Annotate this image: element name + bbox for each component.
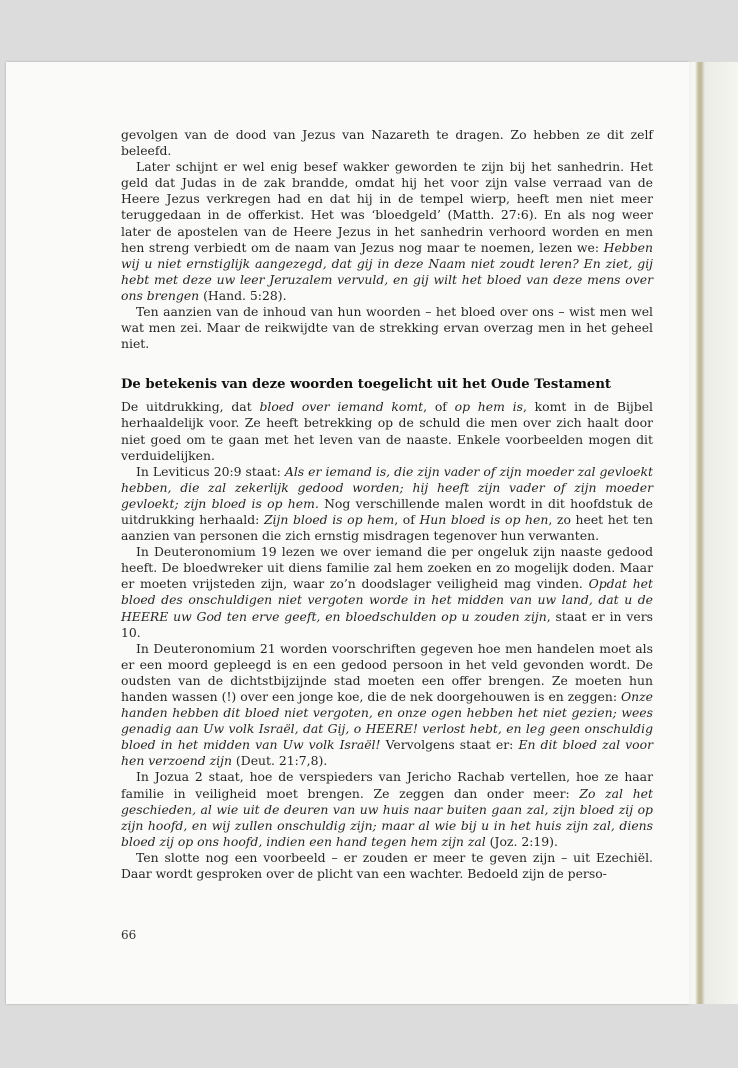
quote-span: Hebben wij u niet ernstiglijk aangezegd, dat gij in deze Naam niet zoudt leren? En ziet, gij hebt met deze uw leer Jeruzalem vervuld, en gij wilt het bloed van deze mens over ons brengen [121, 239, 653, 303]
text-span: In Deuteronomium 21 worden voorschriften gegeven hoe men handelen moet als er een moord gepleegd is en een gedood persoon in het veld gevonden wordt. De oudsten van de dichtstbijzijnde stad moeten een offer brengen. Ze moeten hun handen wassen (!) over een jonge koe, die de nek doorgehouwen is en zeggen: [121, 640, 653, 704]
text-span: Vervolgens staat er: [380, 737, 519, 753]
paragraph [121, 464, 653, 544]
paragraph [121, 850, 653, 882]
text-span: Ten aanzien van de inhoud van hun woorden – het bloed over ons – wist men wel wat men zei. Maar de reikwijdte van de strekking ervan overzag men in het geheel niet. [121, 304, 653, 352]
text-span: In Deuteronomium 19 lezen we over iemand die per ongeluk zijn naaste gedood heeft. De bloedwreker uit diens familie zal hem zoeken en zo mogelijk doden. Maar er moeten vrijsteden zijn, waar zo’n doodslager veiligheid mag vinden. [121, 544, 653, 592]
quote-span: Hun bloed is op hen [419, 511, 549, 527]
text-span: In Leviticus 20:9 staat: [136, 463, 285, 479]
text-span: , komt in de Bijbel herhaaldelijk voor. Ze heeft betrekking op de schuld die men over zich haalt door niet goed om te gaan met het leven van de naaste. Enkele voorbeelden mogen dit verduidelijken. [121, 399, 653, 463]
quote-span: op hem is [454, 399, 523, 415]
quote-span: Opdat het bloed des onschuldigen niet vergoten worde in het midden van uw land, dat u de HEERE uw God ten erve geeft, en bloedschulden op u zouden zijn [121, 576, 653, 624]
text-span: Ten slotte nog een voorbeeld – er zouden er meer te geven zijn – uit Ezechiël. Daar wordt gesproken over de plicht van een wachter. Bedoeld zijn de perso- [121, 849, 653, 882]
body-text [121, 127, 653, 882]
text-span: gevolgen van de dood van Jezus van Nazareth te dragen. Zo hebben ze dit zelf beleefd. [121, 127, 653, 159]
quote-span: Zijn bloed is op hem [263, 511, 395, 527]
text-span: , of [394, 511, 420, 527]
text-span: , staat er in vers 10. [121, 608, 653, 640]
quote-span: Als er iemand is, die zijn vader of zijn moeder zal gevloekt hebben, die zal zekerlijk gedood worden; hij heeft zijn vader of zijn moeder gevloekt; zijn bloed is op hem. [121, 463, 654, 511]
paragraph [121, 641, 653, 770]
text-span: (Hand. 5:28). [199, 287, 287, 303]
section-heading: De betekenis van deze woorden toegelicht uit het Oude Testament [121, 377, 612, 393]
paragraph [121, 127, 653, 159]
paragraph [121, 769, 653, 849]
text-span: Nog verschillende malen wordt in dit hoofdstuk de uitdrukking herhaald: [121, 495, 653, 527]
paragraph [121, 544, 653, 641]
paragraph [121, 399, 653, 463]
text-span: Later schijnt er wel enig besef wakker geworden te zijn bij het sanhedrin. Het geld dat Judas in de zak brandde, omdat hij het voor zijn valse verraad van de Heere Jezus verkregen had en dat hij in de tempel wierp, heeft men niet meer teruggedaan in de offerkist. Het was ‘bloedgeld’ (Matth. 27:6). En als nog weer later de apostelen van de Heere Jezus in het sanhedrin verhoord worden en men hen streng verbiedt om de naam van Jezus nog maar te noemen, lezen we: [121, 159, 653, 255]
text-span: , zo heet het ten aanzien van personen die zich ernstig misdragen tegenover hun verwanten. [121, 511, 653, 544]
text-span: De uitdrukking, dat [121, 399, 260, 415]
text-span: In Jozua 2 staat, hoe de verspieders van Jericho Rachab vertellen, hoe ze haar familie in veiligheid moet brengen. Ze zeggen dan onder meer: [121, 769, 653, 801]
paragraph [121, 304, 653, 352]
text-span: (Joz. 2:19). [485, 833, 558, 849]
page-number: 66 [121, 928, 137, 942]
quote-span: En dit bloed zal voor hen verzoend zijn [121, 737, 653, 769]
quote-span: Zo zal het geschieden, al wie uit de deuren van uw huis naar buiten gaan zal, zijn bloed zij op zijn hoofd, en wij zullen onschuldig zijn; maar al wie bij u in het huis zijn zal, diens bloed zij op ons hoofd, indien een hand tegen hem zijn zal [121, 785, 653, 849]
text-span: (Deut. 21:7,8). [231, 753, 328, 769]
paragraph [121, 159, 653, 304]
quote-span: bloed over iemand komt [259, 399, 424, 415]
quote-span: Onze handen hebben dit bloed niet vergoten, en onze ogen hebben het niet gezien; wees genadig aan Uw volk Israël, dat Gij, o HEERE! verlost hebt, en leg geen onschuldig bloed in het midden van Uw volk Israël! [121, 689, 653, 753]
book-spine [689, 62, 738, 1004]
text-span: , of [423, 399, 455, 415]
